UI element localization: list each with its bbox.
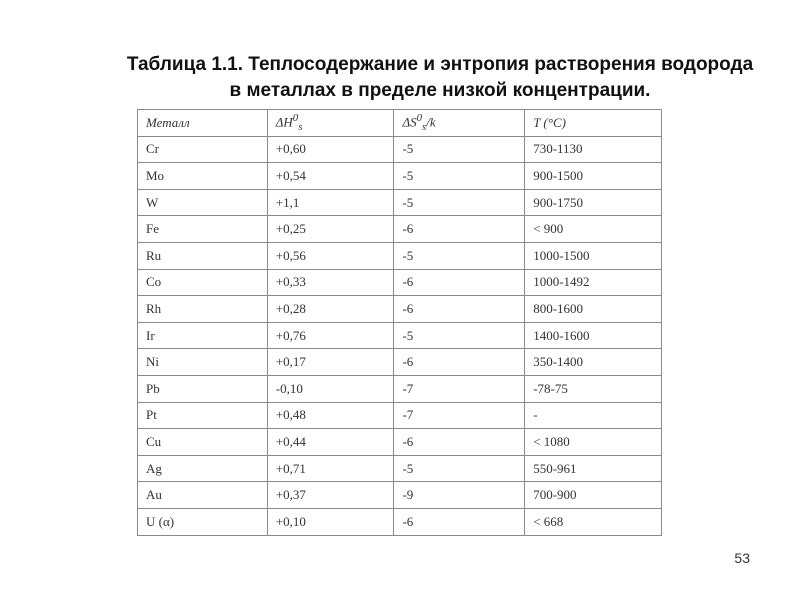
temperature-cell: - — [525, 402, 662, 429]
entropy-cell: -6 — [394, 216, 525, 243]
header-entropy-suffix: /k — [426, 114, 436, 130]
enthalpy-cell: +0,37 — [267, 482, 394, 509]
metal-cell: Co — [138, 269, 268, 296]
entropy-cell: -6 — [394, 296, 525, 323]
enthalpy-cell: +0,44 — [267, 429, 394, 456]
title-line-1: Таблица 1.1. Теплосодержание и энтропия растворения водорода — [126, 54, 754, 75]
metal-cell: Pb — [138, 375, 268, 402]
metal-cell: Cu — [138, 429, 268, 456]
table-row — [138, 163, 662, 190]
temperature-cell: 700-900 — [525, 482, 662, 509]
table-row — [138, 349, 662, 376]
header-entropy-sub: s — [422, 121, 427, 134]
temperature-cell: 1000-1492 — [525, 269, 662, 296]
enthalpy-cell: +0,28 — [267, 296, 394, 323]
enthalpy-cell: +0,17 — [267, 349, 394, 376]
metal-cell: Rh — [138, 296, 268, 323]
table-row — [138, 375, 662, 402]
table-row — [138, 322, 662, 349]
table-body — [138, 136, 662, 535]
temperature-cell: 900-1500 — [525, 163, 662, 190]
metal-cell: Mo — [138, 163, 268, 190]
entropy-cell: -5 — [394, 189, 525, 216]
enthalpy-cell: -0,10 — [267, 375, 394, 402]
temperature-cell: 550-961 — [525, 455, 662, 482]
header-enthalpy — [267, 110, 394, 137]
enthalpy-cell: +0,56 — [267, 242, 394, 269]
hydrogen-solution-table — [137, 109, 662, 536]
entropy-cell: -6 — [394, 349, 525, 376]
entropy-cell: -6 — [394, 508, 525, 535]
metal-cell: Au — [138, 482, 268, 509]
enthalpy-cell: +0,33 — [267, 269, 394, 296]
enthalpy-cell: +0,25 — [267, 216, 394, 243]
enthalpy-cell: +1,1 — [267, 189, 394, 216]
temperature-cell: < 668 — [525, 508, 662, 535]
metal-cell: Pt — [138, 402, 268, 429]
metal-cell: Fe — [138, 216, 268, 243]
table-header-row — [138, 110, 662, 137]
enthalpy-cell: +0,60 — [267, 136, 394, 163]
table-row — [138, 508, 662, 535]
metal-cell: Ru — [138, 242, 268, 269]
temperature-cell: 1400-1600 — [525, 322, 662, 349]
enthalpy-cell: +0,76 — [267, 322, 394, 349]
entropy-cell: -5 — [394, 136, 525, 163]
table-row — [138, 429, 662, 456]
table-row — [138, 216, 662, 243]
entropy-cell: -5 — [394, 455, 525, 482]
metal-cell: Ni — [138, 349, 268, 376]
page-title — [0, 52, 800, 104]
metal-cell: Cr — [138, 136, 268, 163]
entropy-cell: -6 — [394, 429, 525, 456]
table-row — [138, 482, 662, 509]
page-number: 53 — [734, 550, 750, 566]
metal-cell: Ir — [138, 322, 268, 349]
temperature-cell: -78-75 — [525, 375, 662, 402]
metal-cell: W — [138, 189, 268, 216]
table-row — [138, 189, 662, 216]
table-row — [138, 242, 662, 269]
temperature-cell: 800-1600 — [525, 296, 662, 323]
entropy-cell: -6 — [394, 269, 525, 296]
entropy-cell: -5 — [394, 322, 525, 349]
header-enthalpy-sub: s — [298, 121, 303, 134]
enthalpy-cell: +0,54 — [267, 163, 394, 190]
table-row — [138, 296, 662, 323]
entropy-cell: -7 — [394, 402, 525, 429]
enthalpy-cell: +0,71 — [267, 455, 394, 482]
header-enthalpy-sup: 0 — [292, 112, 299, 125]
entropy-cell: -5 — [394, 163, 525, 190]
metal-cell: U (α) — [138, 508, 268, 535]
header-metal: Металл — [138, 110, 268, 137]
temperature-cell: < 1080 — [525, 429, 662, 456]
temperature-cell: 900-1750 — [525, 189, 662, 216]
table-row — [138, 136, 662, 163]
table-row — [138, 455, 662, 482]
temperature-cell: 1000-1500 — [525, 242, 662, 269]
header-temperature: T (°C) — [525, 110, 662, 137]
temperature-cell: 730-1130 — [525, 136, 662, 163]
header-enthalpy-symbol: ΔH — [275, 114, 293, 130]
entropy-cell: -5 — [394, 242, 525, 269]
temperature-cell: 350-1400 — [525, 349, 662, 376]
header-entropy-sup: 0 — [416, 112, 423, 125]
entropy-cell: -7 — [394, 375, 525, 402]
header-entropy — [394, 110, 525, 137]
metal-cell: Ag — [138, 455, 268, 482]
entropy-cell: -9 — [394, 482, 525, 509]
table-row — [138, 402, 662, 429]
table-row — [138, 269, 662, 296]
enthalpy-cell: +0,48 — [267, 402, 394, 429]
enthalpy-cell: +0,10 — [267, 508, 394, 535]
header-entropy-symbol: ΔS — [402, 114, 417, 130]
title-line-2: в металлах в пределе низкой концентрации. — [229, 80, 651, 101]
temperature-cell: < 900 — [525, 216, 662, 243]
